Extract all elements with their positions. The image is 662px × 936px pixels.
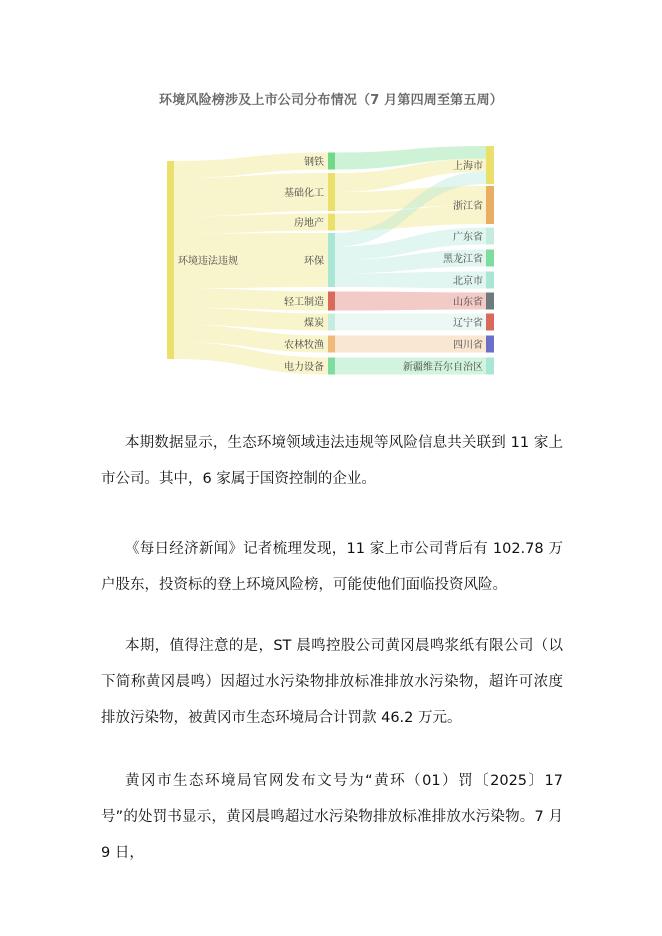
sankey-node-region	[486, 358, 494, 375]
sankey-node-region	[486, 186, 494, 224]
sankey-label-industry: 电力设备	[284, 362, 324, 373]
sankey-node-region	[486, 272, 494, 289]
sankey-node-industry	[328, 292, 335, 311]
sankey-label-industry: 煤炭	[304, 318, 324, 329]
sankey-node-region	[486, 250, 494, 267]
sankey-label-source: 环境违法违规	[178, 256, 238, 267]
sankey-node-industry	[328, 314, 335, 331]
sankey-label-region: 黑龙江省	[443, 254, 483, 265]
sankey-label-region: 新疆维吾尔自治区	[403, 362, 483, 373]
sankey-label-region: 山东省	[453, 297, 483, 308]
sankey-label-industry: 基础化工	[284, 188, 324, 199]
sankey-label-region: 四川省	[453, 340, 483, 351]
sankey-node-region	[486, 314, 494, 331]
sankey-label-region: 辽宁省	[453, 318, 483, 329]
sankey-node-industry	[328, 153, 335, 170]
sankey-label-industry: 钢铁	[304, 157, 324, 168]
figure-title: 环境风险榜涉及上市公司分布情况（7 月第四周至第五周）	[159, 93, 503, 108]
sankey-node-region	[486, 146, 494, 184]
sankey-label-region: 浙江省	[453, 201, 483, 212]
sankey-node-industry	[328, 214, 335, 231]
sankey-node-region	[486, 336, 494, 353]
sankey-node-industry	[328, 336, 335, 353]
sankey-node-region	[486, 228, 494, 245]
sankey-label-industry: 轻工制造	[284, 297, 324, 308]
paragraph-1: 本期数据显示，生态环境领域违法违规等风险信息共关联到 11 家上市公司。其中，6 家属于国资控制的企业。	[101, 435, 563, 487]
sankey-chart	[0, 140, 662, 390]
sankey-node-region	[486, 293, 494, 310]
paragraph-3: 本期，值得注意的是，ST 晨鸣控股公司黄冈晨鸣浆纸有限公司（以下简称黄冈晨鸣）因超过水污染物排放标准排放水污染物，超许可浓度排放污染物，被黄冈市生态环境局合计罚款 46.2 万元。	[101, 638, 563, 726]
sankey-node-industry	[328, 233, 335, 287]
sankey-node-industry	[328, 173, 335, 211]
paragraph-4: 黄冈市生态环境局官网发布文号为“黄环（01）罚〔2025〕17 号”的处罚书显示，黄冈晨鸣超过水污染物排放标准排放水污染物。7 月 9 日，	[101, 773, 563, 861]
paragraph-2: 《每日经济新闻》记者梳理发现，11 家上市公司背后有 102.78 万户股东，投资标的登上环境风险榜，可能使他们面临投资风险。	[101, 541, 563, 593]
sankey-node-industry	[328, 358, 335, 375]
sankey-label-industry: 环保	[304, 256, 324, 267]
sankey-label-industry: 农林牧渔	[284, 340, 324, 351]
sankey-label-region: 广东省	[453, 232, 483, 243]
sankey-label-region: 上海市	[453, 161, 483, 172]
sankey-node-source	[167, 161, 174, 359]
sankey-label-region: 北京市	[453, 276, 483, 287]
sankey-label-industry: 房地产	[294, 218, 324, 229]
